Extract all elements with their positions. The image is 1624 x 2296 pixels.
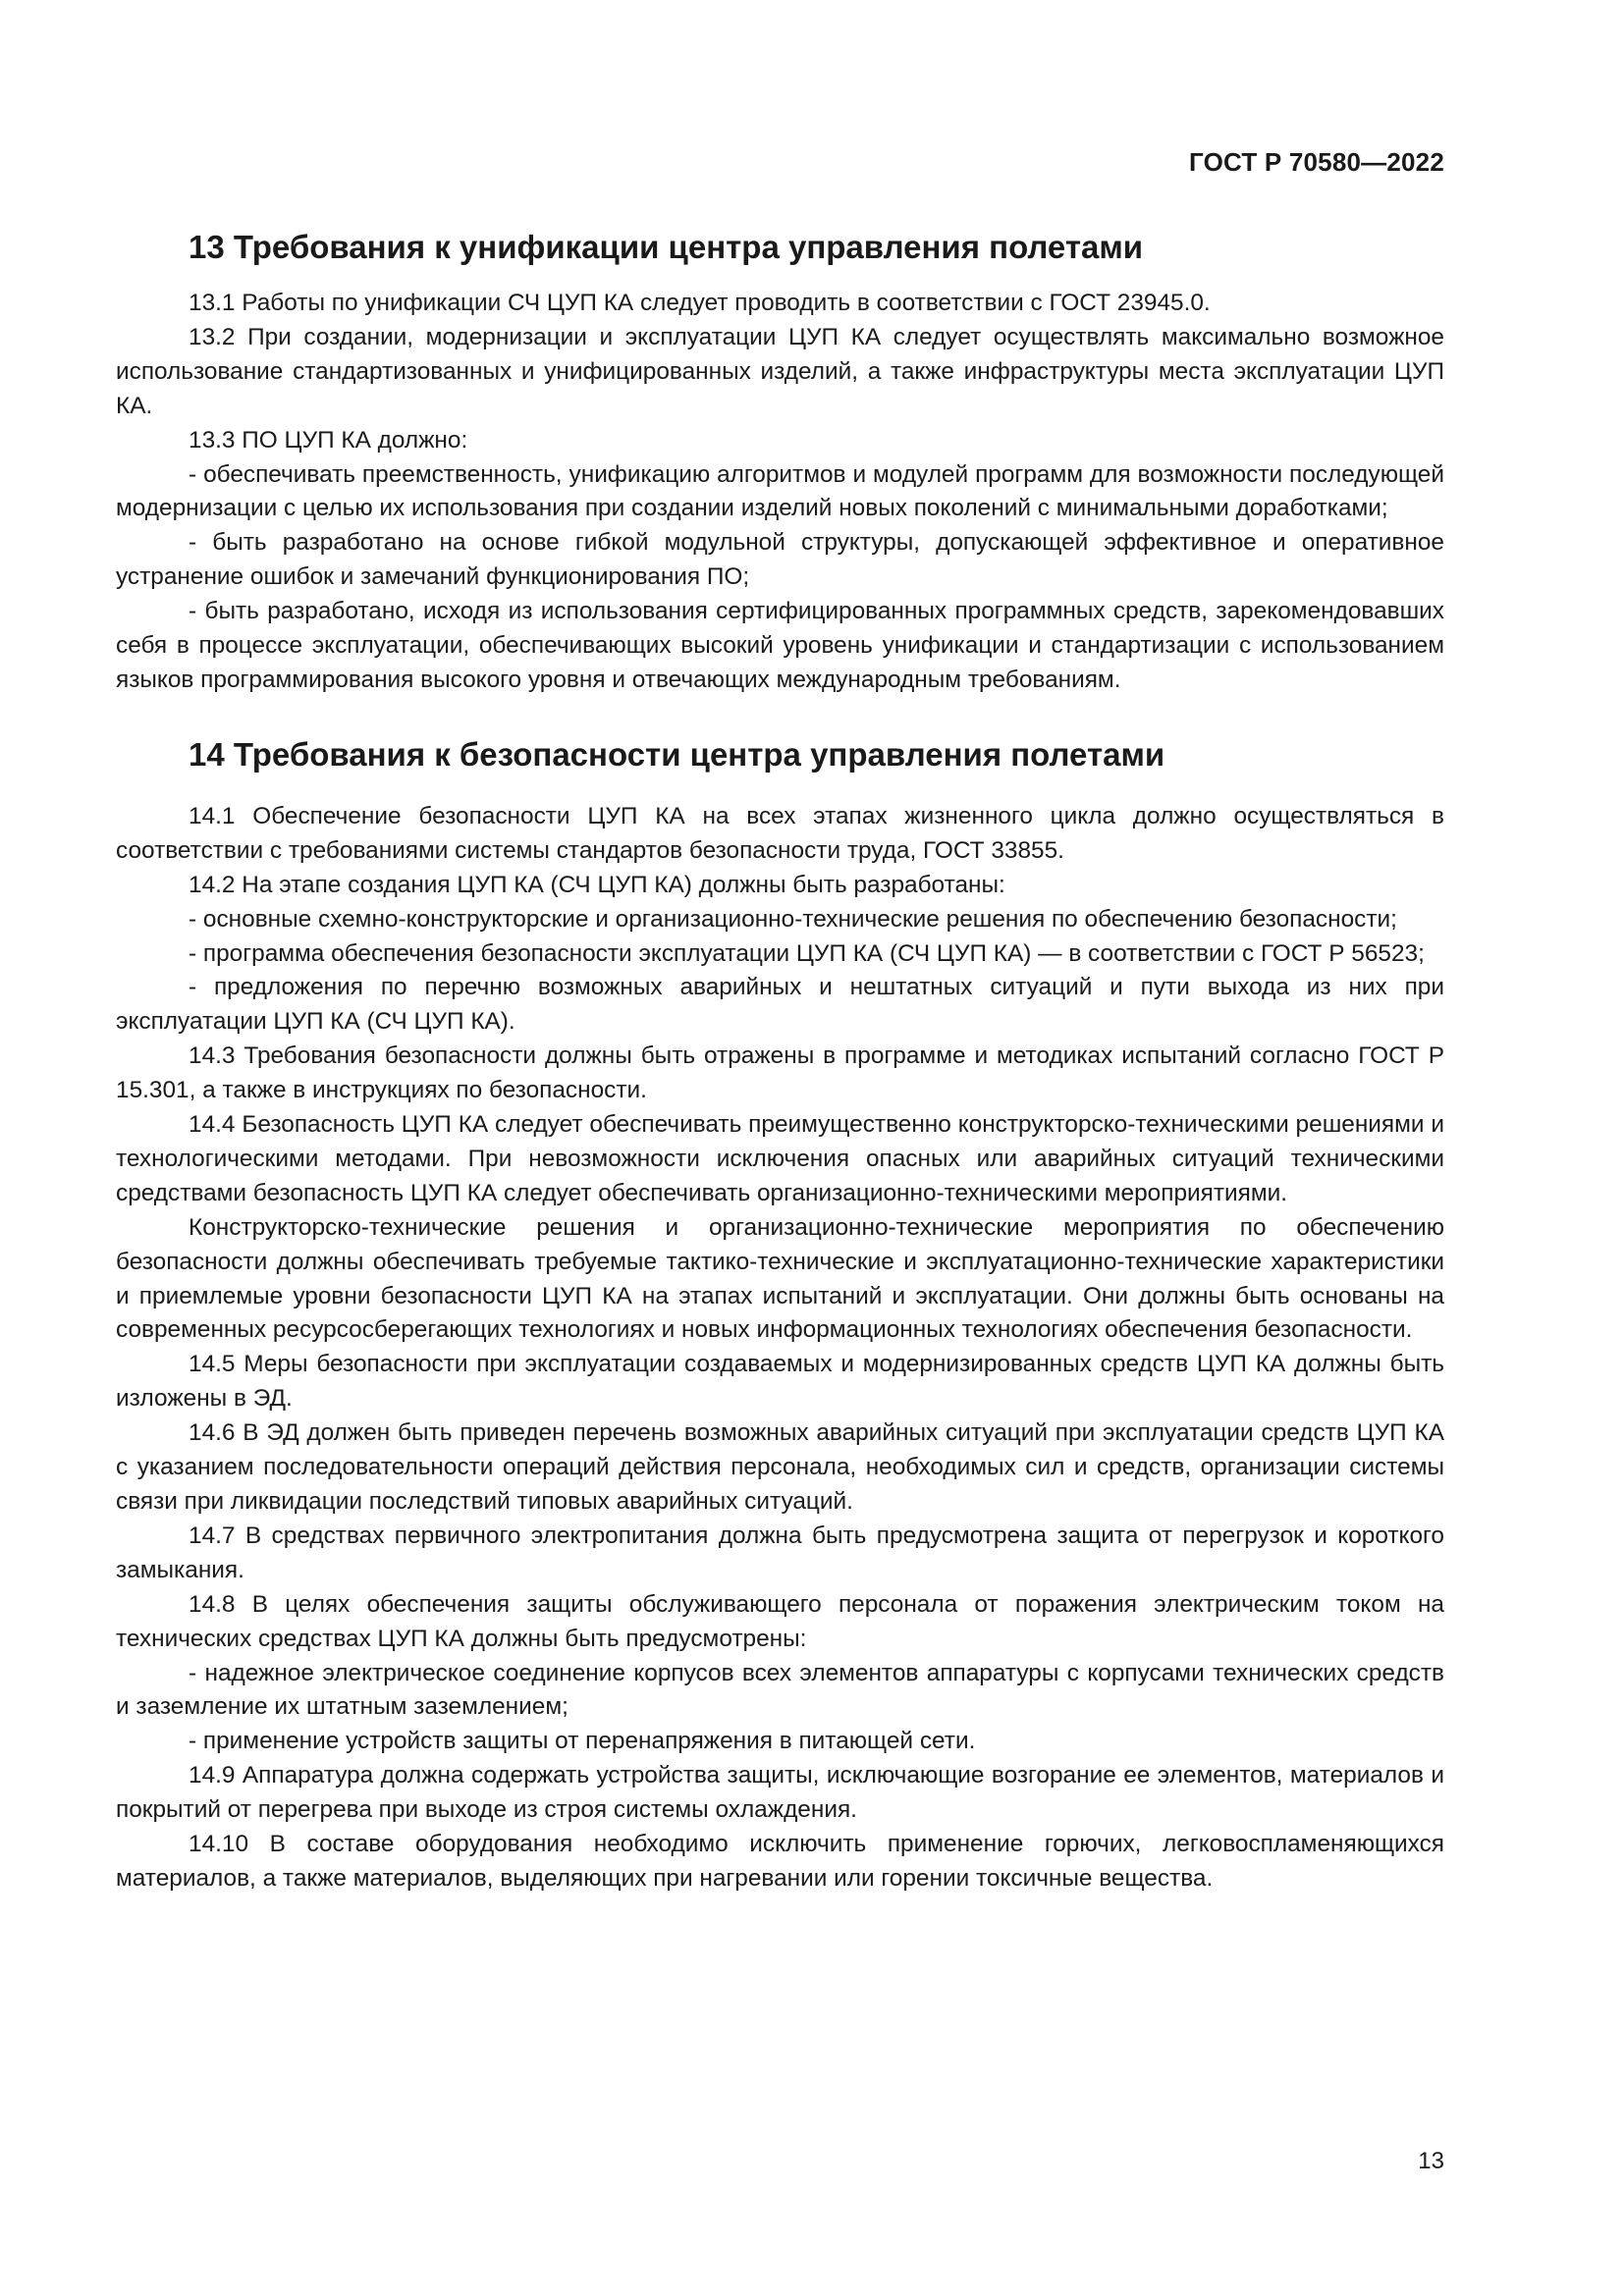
paragraph: 13.3 ПО ЦУП КА должно: <box>189 426 468 454</box>
paragraph: 14.2 На этапе создания ЦУП КА (СЧ ЦУП КА) должны быть разработаны: <box>189 871 1005 898</box>
paragraph: 14.6 В ЭД должен быть приведен перечень возможных аварийных ситуаций при эксплуатации средств ЦУП КА с указанием последовательности операций действия персонала, необходимых сил и средств, организации системы связи при ликвидации последствий типовых аварийных ситуаций. <box>116 1419 1444 1515</box>
paragraph: 14.9 Аппаратура должна содержать устройства защиты, исключающие возгорание ее элементов, материалов и покрытий от перегрева при выходе из строя системы охлаждения. <box>116 1762 1444 1824</box>
paragraph: 13.2 При создании, модернизации и эксплуатации ЦУП КА следует осуществлять максимально возможное использование стандартизованных и унифицированных изделий, а также инфраструктуры места эксплуатации ЦУП КА. <box>116 323 1444 419</box>
list-item: - быть разработано на основе гибкой модульной структуры, допускающей эффективное и оперативное устранение ошибок и замечаний функционирования ПО; <box>116 529 1444 591</box>
page-number: 13 <box>1418 2148 1444 2174</box>
paragraph: Конструкторско-технические решения и организационно-технические мероприятия по обеспечению безопасности должны обеспечивать требуемые тактико-технические и эксплуатационно-технические характеристики и приемлемые уровни безопасности ЦУП КА на этапах испытаний и эксплуатации. Они должны быть основаны на современных ресурсосберегающих технологиях и новых информационных технологиях обеспечения безопасности. <box>116 1213 1444 1344</box>
section-13-body <box>116 287 1444 698</box>
paragraph: 14.4 Безопасность ЦУП КА следует обеспечивать преимущественно конструкторско-техническими решениями и технологическими методами. При невозможности исключения опасных или аварийных ситуаций техническими средствами безопасность ЦУП КА следует обеспечивать организационно-техническими мероприятиями. <box>116 1111 1444 1206</box>
paragraph: 14.1 Обеспечение безопасности ЦУП КА на всех этапах жизненного цикла должно осуществляться в соответствии с требованиями системы стандартов безопасности труда, ГОСТ 33855. <box>116 802 1444 864</box>
paragraph: 13.1 Работы по унификации СЧ ЦУП КА следует проводить в соответствии с ГОСТ 23945.0. <box>189 290 1211 316</box>
section-13-title: 13 Требования к унификации центра управления полетами <box>189 229 1144 265</box>
paragraph: 14.3 Требования безопасности должны быть отражены в программе и методиках испытаний согласно ГОСТ Р 15.301, а также в инструкциях по безопасности. <box>116 1042 1444 1104</box>
paragraph: 14.5 Меры безопасности при эксплуатации создаваемых и модернизированных средств ЦУП КА должны быть изложены в ЭД. <box>116 1351 1444 1413</box>
document-code: ГОСТ Р 70580—2022 <box>1189 147 1444 177</box>
page-content <box>116 228 1444 1896</box>
list-item: - основные схемно-конструкторские и организационно-технические решения по обеспечению безопасности; <box>189 905 1397 933</box>
list-item: - надежное электрическое соединение корпусов всех элементов аппаратуры с корпусами технических средств и заземление их штатным заземлением; <box>116 1659 1444 1721</box>
list-item: - программа обеспечения безопасности эксплуатации ЦУП КА (СЧ ЦУП КА) — в соответствии с ГОСТ Р 56523; <box>189 939 1425 967</box>
paragraph: 14.10 В составе оборудования необходимо исключить применение горючих, легковоспламеняющихся материалов, а также материалов, выделяющих при нагревании или горении токсичные вещества. <box>116 1831 1444 1892</box>
list-item: - быть разработано, исходя из использования сертифицированных программных средств, зарекомендовавших себя в процессе эксплуатации, обеспечивающих высокий уровень унификации и стандартизации с использованием языков программирования высокого уровня и отвечающих международным требованиям. <box>116 598 1444 693</box>
paragraph: 14.7 В средствах первичного электропитания должна быть предусмотрена защита от перегрузок и короткого замыкания. <box>116 1522 1444 1583</box>
paragraph: 14.8 В целях обеспечения защиты обслуживающего персонала от поражения электрическим током на технических средствах ЦУП КА должны быть предусмотрены: <box>116 1590 1444 1652</box>
list-item: - применение устройств защиты от перенапряжения в питающей сети. <box>189 1728 976 1755</box>
list-item: - обеспечивать преемственность, унификацию алгоритмов и модулей программ для возможности последующей модернизации с целью их использования при создании изделий новых поколений с минимальными доработками; <box>116 460 1444 522</box>
section-14-title: 14 Требования к безопасности центра управления полетами <box>189 735 1165 773</box>
list-item: - предложения по перечню возможных аварийных и нештатных ситуаций и пути выхода из них при эксплуатации ЦУП КА (СЧ ЦУП КА). <box>116 974 1444 1036</box>
section-14-body <box>116 800 1444 1896</box>
